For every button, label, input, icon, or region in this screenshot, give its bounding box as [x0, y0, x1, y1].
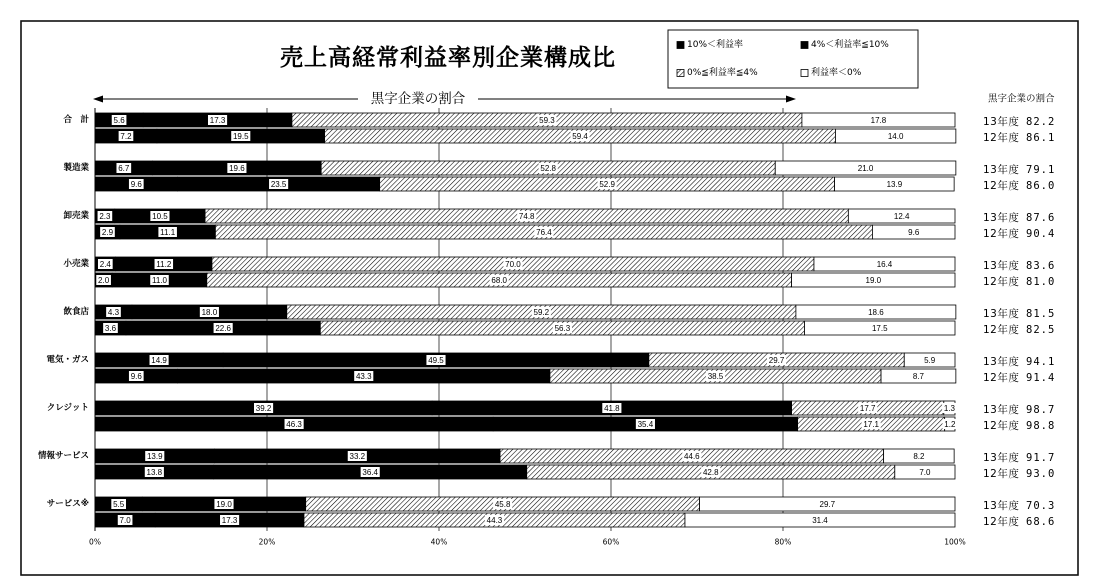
chart-title: 売上高経常利益率別企業構成比 [280, 45, 616, 71]
stacked-bar [95, 177, 954, 191]
data-label: 23.5 [270, 180, 287, 189]
profitable-share-value: 82.5 [1026, 324, 1056, 336]
x-tick-label: 80% [774, 537, 792, 547]
data-label: 52.9 [599, 180, 615, 189]
data-label: 13.8 [146, 468, 163, 477]
data-label: 14.9 [151, 356, 167, 365]
data-label: 2.9 [101, 228, 114, 237]
stacked-bar [95, 497, 955, 511]
legend-label: 4%＜利益率≦10% [811, 40, 889, 50]
data-label: 44.6 [684, 452, 700, 461]
data-label: 3.6 [104, 324, 117, 333]
year-label: 13年度 [983, 452, 1020, 464]
data-label: 5.6 [113, 116, 125, 125]
data-label: 13.9 [886, 180, 903, 189]
data-label: 59.3 [539, 116, 555, 125]
category-label: サービス※ [46, 499, 89, 509]
data-label: 5.5 [113, 500, 125, 509]
stacked-bar [95, 129, 956, 143]
data-label: 6.7 [118, 164, 130, 173]
category-label: 製造業 [63, 163, 89, 173]
category-label: 卸売業 [63, 211, 89, 221]
data-label: 17.3 [209, 116, 226, 125]
data-label: 7.0 [919, 468, 931, 477]
profitable-share-value: 86.1 [1026, 132, 1056, 144]
stacked-bar [95, 161, 956, 175]
data-label: 52.8 [540, 164, 557, 173]
data-label: 17.8 [870, 116, 887, 125]
data-label: 35.4 [637, 420, 654, 429]
stacked-bar [95, 321, 955, 335]
stacked-bar [95, 209, 955, 223]
legend-swatch [801, 42, 808, 49]
data-label: 59.2 [533, 308, 550, 317]
data-label: 43.3 [355, 372, 372, 381]
data-label: 70.0 [505, 260, 521, 269]
stacked-bar [95, 257, 955, 271]
profitable-share-value: 81.5 [1026, 308, 1056, 320]
data-label: 11.0 [152, 276, 167, 285]
data-label: 33.2 [349, 452, 366, 461]
year-label: 13年度 [983, 116, 1020, 128]
year-label: 12年度 [983, 420, 1020, 432]
data-label: 17.5 [871, 324, 888, 333]
x-tick-label: 0% [89, 537, 101, 547]
data-label: 59.4 [572, 132, 588, 141]
stacked-bar [95, 305, 956, 319]
data-label: 19.6 [229, 164, 245, 173]
stacked-bar [95, 273, 955, 287]
chart-frame [21, 21, 1078, 575]
data-label: 41.8 [604, 404, 620, 413]
stacked-bar [95, 449, 954, 463]
data-label: 29.7 [768, 356, 785, 365]
data-label: 9.6 [130, 372, 142, 381]
year-label: 13年度 [983, 164, 1020, 176]
year-label: 13年度 [983, 356, 1020, 368]
data-label: 12.4 [893, 212, 910, 221]
data-label: 18.0 [201, 308, 218, 317]
x-tick-label: 40% [430, 537, 448, 547]
stacked-bar [95, 417, 957, 431]
data-label: 21.0 [857, 164, 874, 173]
data-label: 76.4 [536, 228, 552, 237]
legend-label: 利益率＜0% [811, 68, 862, 78]
profitable-share-value: 70.3 [1026, 500, 1056, 512]
year-label: 13年度 [983, 404, 1020, 416]
category-label: 合 計 [63, 115, 89, 125]
year-label: 13年度 [983, 260, 1020, 272]
category-label: 情報サービス [37, 451, 89, 461]
data-label: 39.2 [255, 404, 272, 413]
data-label: 19.0 [865, 276, 882, 285]
data-label: 22.6 [215, 324, 231, 333]
data-label: 31.4 [812, 516, 828, 525]
profitable-share-value: 90.4 [1026, 228, 1056, 240]
data-label: 17.1 [863, 420, 879, 429]
data-label: 68.0 [491, 276, 507, 285]
data-label: 7.0 [119, 516, 131, 525]
data-label: 36.4 [362, 468, 378, 477]
data-label: 9.6 [908, 228, 920, 237]
data-label: 17.3 [221, 516, 238, 525]
category-label: クレジット [46, 403, 89, 413]
profitable-share-header: 黒字企業の割合 [988, 93, 1055, 105]
year-label: 13年度 [983, 500, 1020, 512]
stacked-bar [95, 369, 956, 383]
profitable-share-value: 91.7 [1026, 452, 1056, 464]
data-label: 11.1 [160, 228, 176, 237]
year-label: 12年度 [983, 468, 1020, 480]
data-label: 19.5 [232, 132, 249, 141]
profitable-share-value: 83.6 [1026, 260, 1056, 272]
profitable-share-value: 87.6 [1026, 212, 1056, 224]
stacked-bar [95, 401, 957, 415]
data-label: 4.3 [107, 308, 120, 317]
year-label: 13年度 [983, 308, 1020, 320]
data-label: 46.3 [286, 420, 302, 429]
legend-swatch [801, 70, 808, 77]
x-tick-label: 100% [944, 537, 966, 547]
arrow-label: 黒字企業の割合 [370, 91, 466, 107]
profitable-share-value: 68.6 [1026, 516, 1056, 528]
profitable-share-value: 98.7 [1026, 404, 1056, 416]
profitable-share-value: 91.4 [1026, 372, 1056, 384]
data-label: 49.5 [428, 356, 444, 365]
profitable-share-value: 94.1 [1026, 356, 1056, 368]
data-label: 1.2 [944, 420, 956, 429]
year-label: 12年度 [983, 276, 1020, 288]
data-label: 38.5 [707, 372, 724, 381]
data-label: 19.0 [216, 500, 232, 509]
category-label: 小売業 [63, 259, 89, 269]
legend-swatch [677, 70, 684, 77]
data-label: 45.8 [494, 500, 511, 509]
profitable-share-value: 86.0 [1026, 180, 1056, 192]
stacked-bar [95, 465, 955, 479]
data-label: 5.9 [924, 356, 936, 365]
year-label: 12年度 [983, 180, 1020, 192]
data-label: 2.3 [99, 212, 111, 221]
x-tick-label: 20% [258, 537, 276, 547]
profitable-share-value: 93.0 [1026, 468, 1056, 480]
data-label: 2.4 [99, 260, 111, 269]
year-label: 12年度 [983, 228, 1020, 240]
data-label: 29.7 [819, 500, 836, 509]
year-label: 12年度 [983, 132, 1020, 144]
data-label: 74.8 [518, 212, 535, 221]
data-label: 42.8 [702, 468, 719, 477]
data-label: 1.3 [943, 404, 955, 413]
category-label: 飲食店 [63, 307, 89, 317]
data-label: 11.2 [156, 260, 172, 269]
profitable-share-value: 79.1 [1026, 164, 1056, 176]
year-label: 13年度 [983, 212, 1020, 224]
data-label: 9.6 [130, 180, 142, 189]
stacked-bar [95, 353, 955, 367]
legend-label: 0%≦利益率≦4% [687, 68, 758, 78]
legend [668, 30, 918, 88]
legend-swatch [677, 42, 684, 49]
data-label: 8.2 [913, 452, 925, 461]
data-label: 16.4 [876, 260, 893, 269]
legend-label: 10%＜利益率 [687, 40, 744, 50]
profitable-share-value: 81.0 [1026, 276, 1056, 288]
stacked-bar [95, 513, 955, 527]
data-label: 56.3 [554, 324, 571, 333]
stacked-bar [95, 225, 955, 239]
data-label: 17.7 [859, 404, 876, 413]
data-label: 8.7 [912, 372, 925, 381]
year-label: 12年度 [983, 324, 1020, 336]
data-label: 2.0 [98, 276, 110, 285]
legend-box [668, 30, 918, 88]
data-label: 7.2 [120, 132, 132, 141]
stacked-bar [95, 113, 955, 127]
profitable-share-value: 98.8 [1026, 420, 1056, 432]
category-label: 電気・ガス [46, 355, 89, 365]
data-label: 13.9 [146, 452, 163, 461]
data-label: 44.3 [486, 516, 503, 525]
year-label: 12年度 [983, 372, 1020, 384]
profitable-share-value: 82.2 [1026, 116, 1056, 128]
data-label: 18.6 [868, 308, 884, 317]
year-label: 12年度 [983, 516, 1020, 528]
data-label: 14.0 [887, 132, 904, 141]
x-tick-label: 60% [602, 537, 620, 547]
data-label: 10.5 [152, 212, 168, 221]
